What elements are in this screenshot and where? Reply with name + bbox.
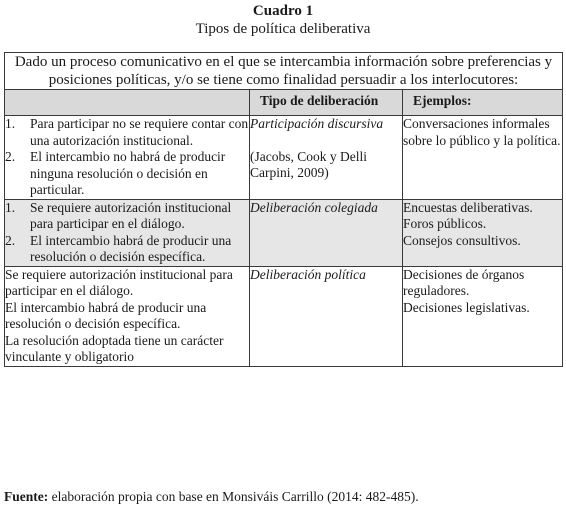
source-label: Fuente: [4, 489, 49, 504]
conditions-cell [5, 199, 250, 266]
example-item: Decisiones legislativas. [403, 299, 530, 315]
column-header-empty [5, 90, 250, 116]
type-cell [250, 116, 403, 200]
table-caption [0, 2, 566, 38]
table-intro: Dado un proceso comunicativo en el que se intercambia información sobre preferencias y posiciones políticas, y/o se tiene como finalidad persuadir a los interlocutores: [5, 53, 563, 90]
citation: (Jacobs, Cook y Delli Carpini, 2009) [250, 148, 367, 180]
examples-cell [403, 199, 563, 266]
item-text: El intercambio no habrá de producir ninguna resolución o decisión en particular. [30, 149, 226, 197]
item-number: 2. [5, 149, 16, 164]
item-number: 2. [5, 232, 16, 248]
cuadro-number: Cuadro 1 [252, 3, 314, 19]
type-cell [250, 199, 403, 266]
example-item: Foros públicos. [403, 216, 487, 231]
deliberation-types-table [4, 52, 563, 367]
conditions-cell [5, 116, 250, 200]
list-item [5, 200, 249, 233]
example-item: Encuestas deliberativas. [403, 199, 533, 215]
list-item [5, 116, 249, 149]
source-note [4, 489, 564, 505]
item-text: El intercambio habrá de producir una resolución o decisión específica. [30, 232, 232, 264]
condition-line: Se requiere autorización institucional para participar en el diálogo. [5, 266, 233, 298]
deliberation-type: Deliberación colegiada [250, 199, 378, 215]
deliberation-type: Participación discursiva [250, 116, 384, 131]
condition-line: La resolución adoptada tiene un carácter vinculante y obligatorio [5, 332, 224, 364]
item-number: 1. [5, 199, 16, 215]
item-text: Para participar no se requiere contar con una autorización institucional. [30, 116, 249, 148]
list-item [5, 149, 249, 199]
example-item: Consejos consultivos. [403, 232, 521, 248]
examples-cell [403, 266, 563, 366]
table-row [5, 266, 563, 366]
item-text: Se requiere autorización institucional para participar en el diálogo. [30, 199, 232, 231]
type-cell [250, 266, 403, 366]
table-header-row [5, 90, 563, 116]
source-text: elaboración propia con base en Monsiváis Carrillo (2014: 482-485). [48, 489, 419, 504]
column-header-type: Tipo de deliberación [250, 90, 403, 116]
condition-line: El intercambio habrá de producir una resolución o decisión específica. [5, 299, 207, 331]
example-item: Decisiones de órganos reguladores. [403, 266, 525, 298]
item-number: 1. [5, 116, 16, 131]
table-row [5, 116, 563, 200]
list-item [5, 233, 249, 266]
conditions-cell [5, 266, 250, 366]
table-title: Tipos de política deliberativa [195, 21, 371, 37]
table-row [5, 199, 563, 266]
examples-cell [403, 116, 563, 200]
column-header-examples: Ejemplos: [403, 90, 563, 116]
example-item: Conversaciones informales sobre lo público y la política. [403, 116, 561, 148]
deliberation-type: Deliberación política [250, 266, 366, 282]
